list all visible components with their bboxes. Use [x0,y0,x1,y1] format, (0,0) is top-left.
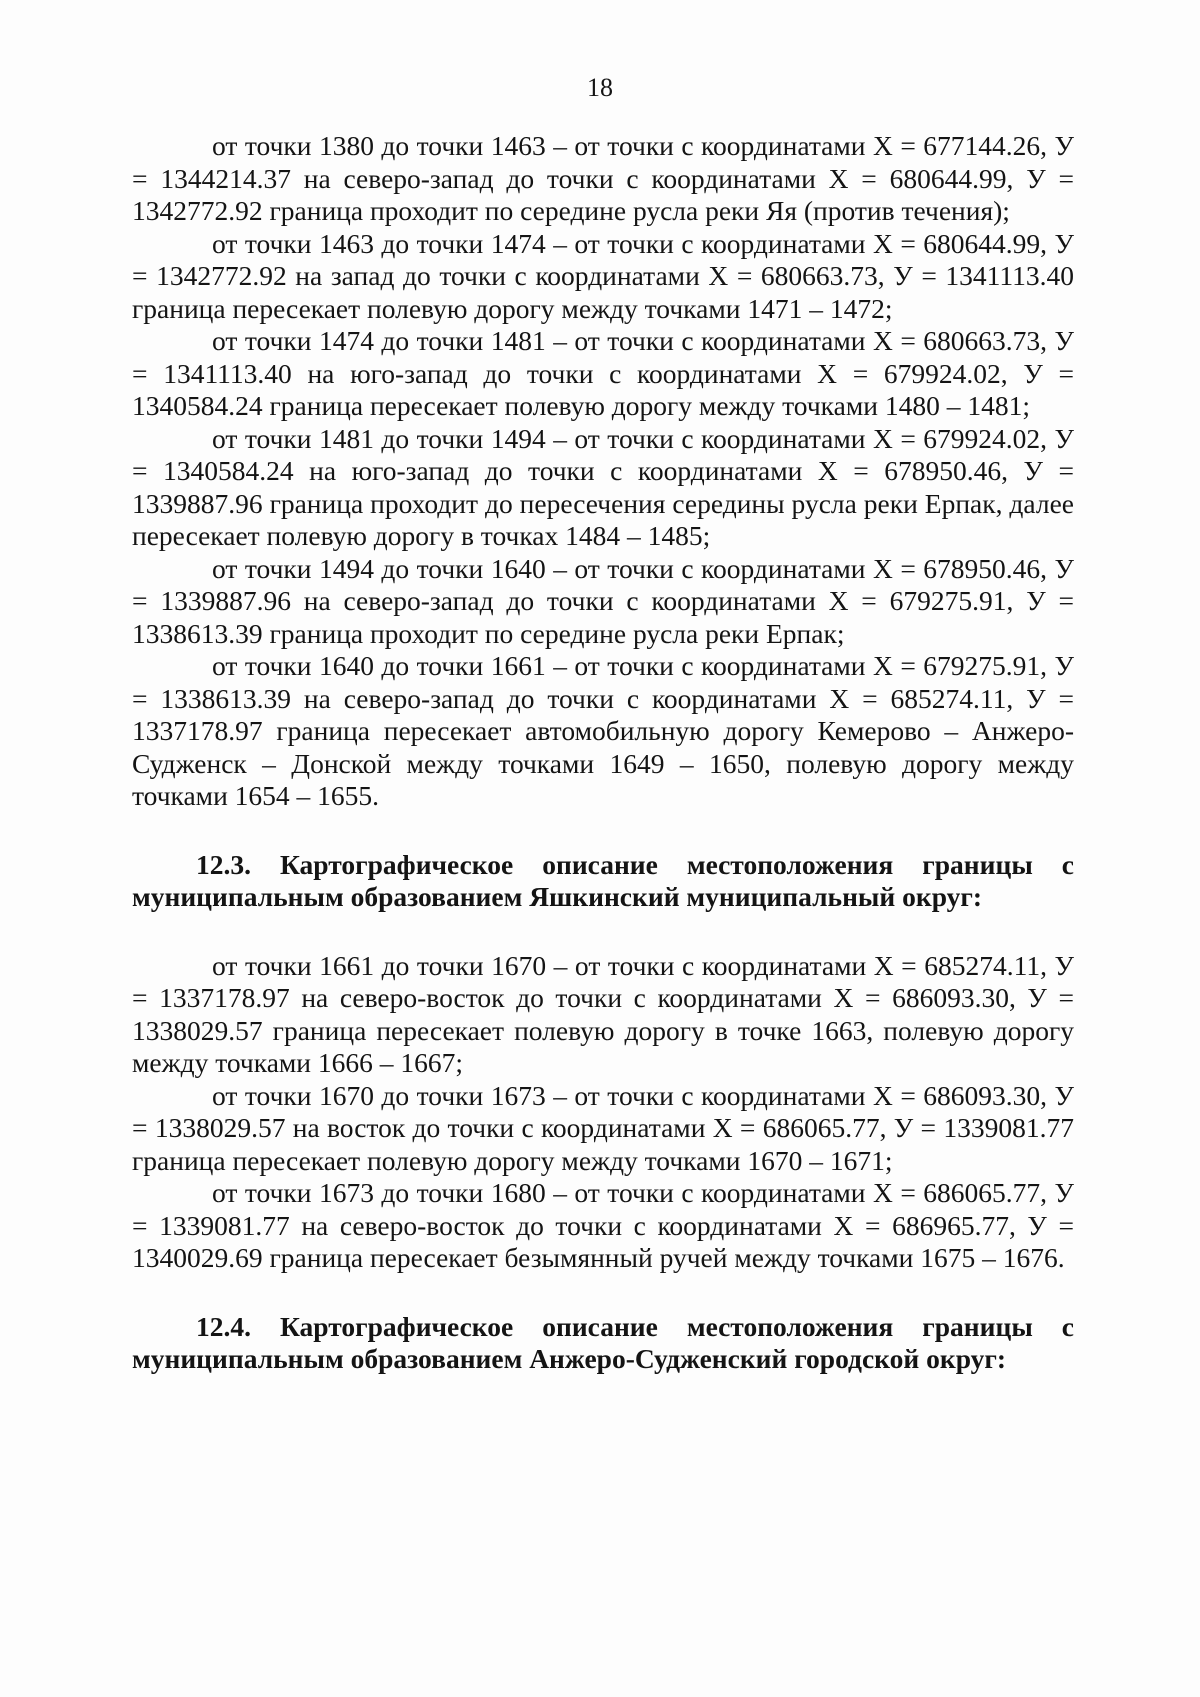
page-number: 18 [587,73,613,102]
boundary-paragraph: от точки 1670 до точки 1673 – от точки с координатами Х = 686093.30, У = 1338029.57 на восток до точки с координатами Х = 686065.77, У = 1339081.77 граница пересекает полевую дорогу между точками 1670 – 1671; [132,1079,1074,1176]
spacer [132,1275,1074,1311]
section-heading-12-3: 12.3. Картографическое описание местоположения границы с муниципальным образованием Яшкинский муниципальный округ: [132,848,1074,912]
section-heading-12-4: 12.4. Картографическое описание местоположения границы с муниципальным образованием Анжеро-Судженский городской округ: [132,1310,1074,1374]
boundary-paragraph: от точки 1661 до точки 1670 – от точки с координатами Х = 685274.11, У = 1337178.97 на северо-восток до точки с координатами Х = 686093.30, У = 1338029.57 граница пересекает полевую дорогу в точке 1663, полевую дорогу между точками 1666 – 1667; [132,949,1074,1078]
document-body [132,130,1074,1376]
boundary-paragraph: от точки 1640 до точки 1661 – от точки с координатами Х = 679275.91, У = 1338613.39 на северо-запад до точки с координатами Х = 685274.11, У = 1337178.97 граница пересекает автомобильную дорогу Кемерово – Анжеро-Судженск – Донской между точками 1649 – 1650, полевую дорогу между точками 1654 – 1655. [132,650,1074,811]
boundary-paragraph: от точки 1481 до точки 1494 – от точки с координатами Х = 679924.02, У = 1340584.24 на юго-запад до точки с координатами Х = 678950.46, У = 1339887.96 граница проходит до пересечения середины русла реки Ерпак, далее пересекает полевую дорогу в точках 1484 – 1485; [132,422,1074,551]
boundary-paragraph: от точки 1673 до точки 1680 – от точки с координатами Х = 686065.77, У = 1339081.77 на северо-восток до точки с координатами Х = 686965.77, У = 1340029.69 граница пересекает безымянный ручей между точками 1675 – 1676. [132,1177,1074,1273]
boundary-paragraph: от точки 1380 до точки 1463 – от точки с координатами Х = 677144.26, У = 1344214.37 на северо-запад до точки с координатами Х = 680644.99, У = 1342772.92 граница проходит по середине русла реки Яя (против течения); [132,130,1074,226]
boundary-paragraph: от точки 1494 до точки 1640 – от точки с координатами Х = 678950.46, У = 1339887.96 на северо-запад до точки с координатами Х = 679275.91, У = 1338613.39 граница проходит по середине русла реки Ерпак; [132,552,1074,649]
boundary-paragraph: от точки 1463 до точки 1474 – от точки с координатами Х = 680644.99, У = 1342772.92 на запад до точки с координатами Х = 680663.73, У = 1341113.40 граница пересекает полевую дорогу между точками 1471 – 1472; [132,227,1074,324]
boundary-paragraph: от точки 1474 до точки 1481 – от точки с координатами Х = 680663.73, У = 1341113.40 на юго-запад до точки с координатами Х = 679924.02, У = 1340584.24 граница пересекает полевую дорогу между точками 1480 – 1481; [132,325,1074,421]
spacer [132,813,1074,849]
spacer [132,914,1074,950]
